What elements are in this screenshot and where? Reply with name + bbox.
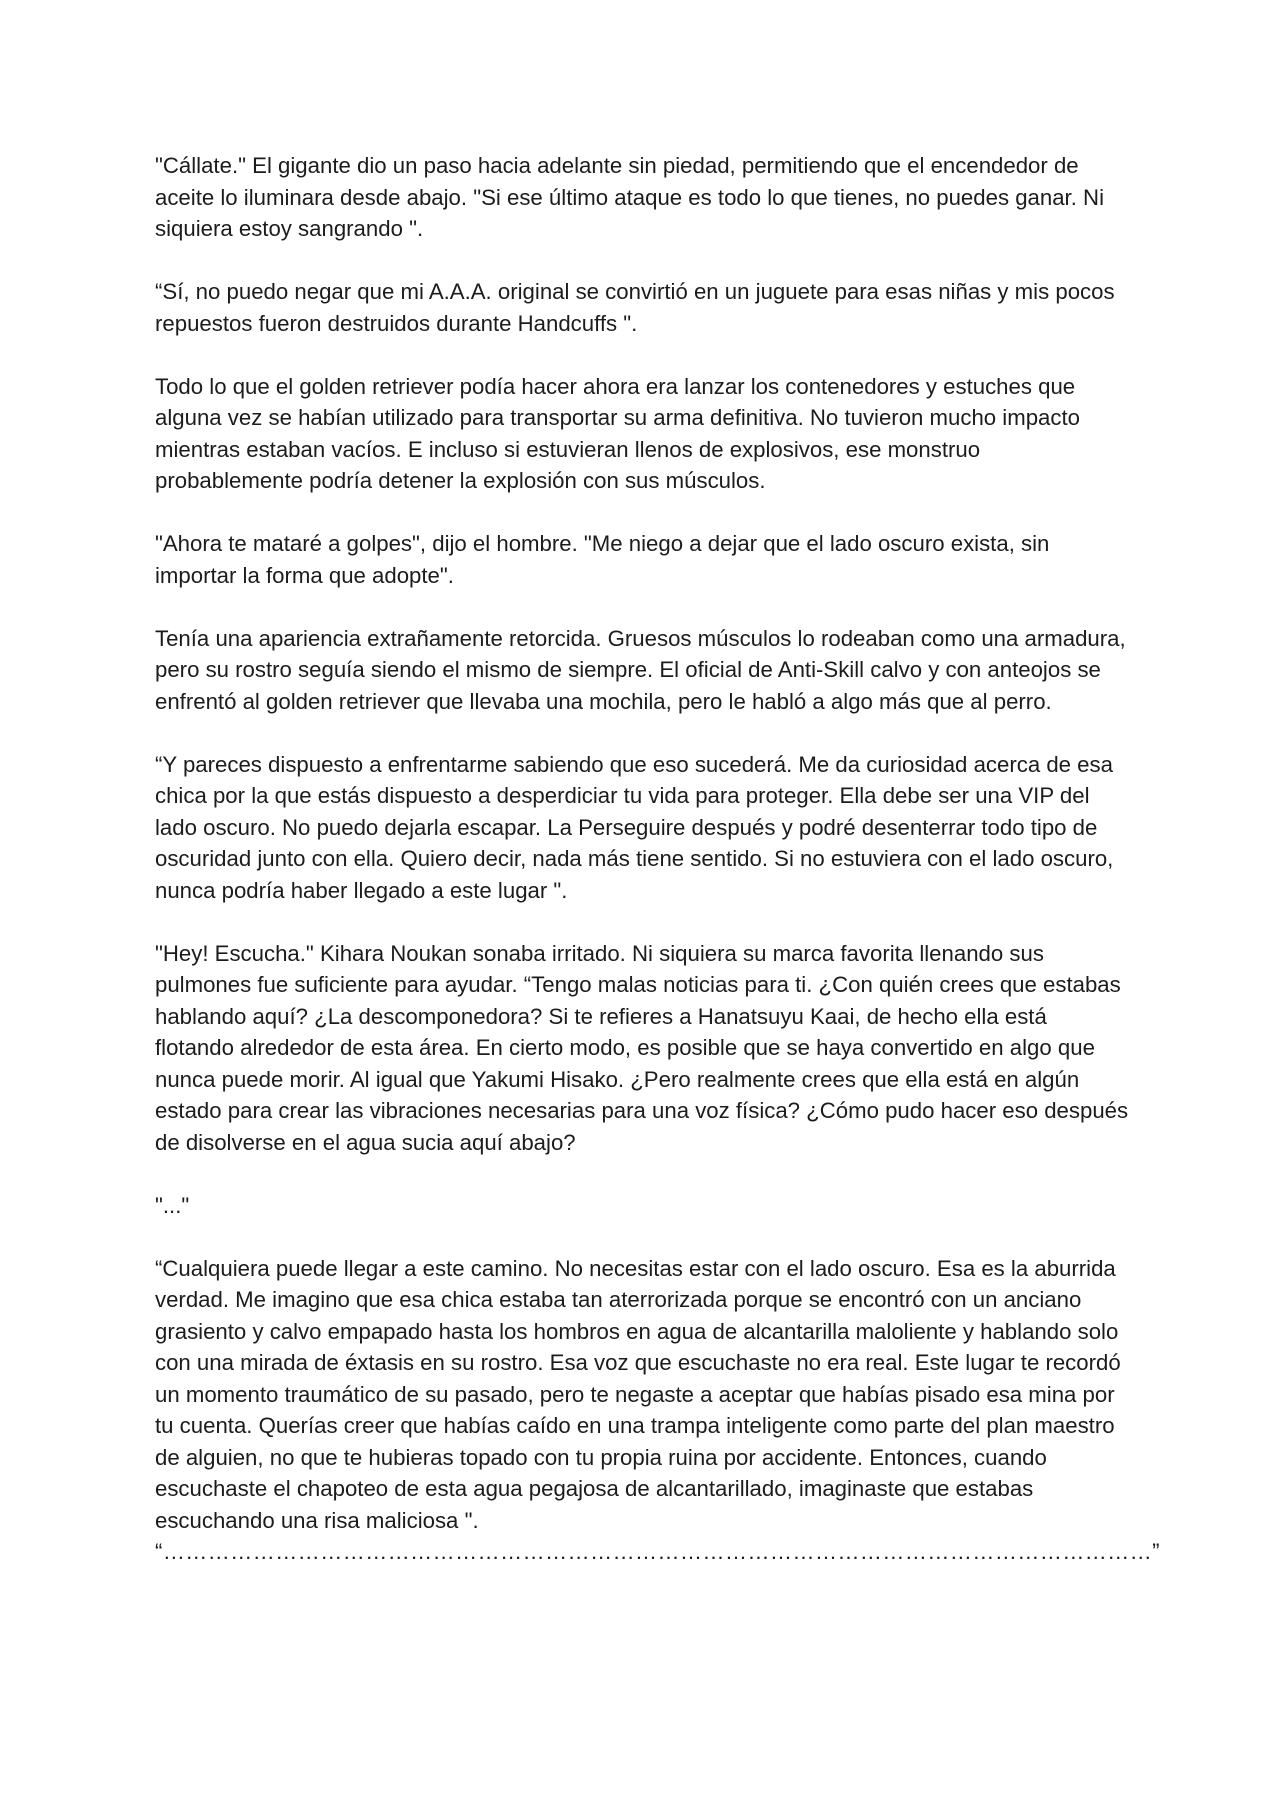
paragraph-5: Tenía una apariencia extrañamente retorcida. Gruesos músculos lo rodeaban como una armadura, pero su rostro seguía siendo el mismo de siempre. El oficial de Anti-Skill calvo y con anteojos se enfrentó al golden retriever que llevaba una mochila, pero le habló a algo más que al perro. — [155, 625, 1126, 714]
paragraph-1: "Cállate." El gigante dio un paso hacia adelante sin piedad, permitiendo que el encendedor de aceite lo iluminara desde abajo. "Si ese último ataque es todo lo que tienes, no puedes ganar. Ni siquiera estoy sangrando ". — [155, 153, 1105, 241]
paragraph-3: Todo lo que el golden retriever podía hacer ahora era lanzar los contenedores y estuches que alguna vez se habían utilizado para transportar su arma definitiva. No tuvieron mucho impacto mientras estaban vacíos. E incluso si estuvieran llenos de explosivos, ese monstruo probablemente podría detener la explosión con sus músculos. — [155, 373, 1080, 493]
paragraph-9: “Cualquiera puede llegar a este camino. No necesitas estar con el lado oscuro. Esa es la aburrida verdad. Me imagino que esa chica estaba tan aterrorizada porque se encontró con un anciano grasiento y calvo empapado hasta los hombros en agua de alcantarilla maloliente y hablando solo con una mirada de éxtasis en su rostro. Esa voz que escuchaste no era real. Este lugar te recordó un momento traumático de su pasado, pero te negaste a aceptar que habías pisado esa mina por tu cuenta. Querías creer que habías caído en una trampa inteligente como parte del plan maestro de alguien, no que te hubieras topado con tu propia ruina por accidente. Entonces, cuando escuchaste el chapoteo de esta agua pegajosa de alcantarillado, imaginaste que estabas escuchando una risa maliciosa ". — [155, 1255, 1121, 1533]
paragraph-4: "Ahora te mataré a golpes", dijo el hombre. "Me niego a dejar que el lado oscuro exista, sin importar la forma que adopte". — [155, 531, 1050, 588]
paragraph-7: "Hey! Escucha." Kihara Noukan sonaba irritado. Ni siquiera su marca favorita llenando sus pulmones fue suficiente para ayudar. “Tengo malas noticias para ti. ¿Con quién crees que estabas hablando aquí? ¿La descomponedora? Si te refieres a Hanatsuyu Kaai, de hecho ella está flotando alrededor de esta área. En cierto modo, es posible que se haya convertido en algo que nunca puede morir. Al igual que Yakumi Hisako. ¿Pero realmente crees que ella está en algún estado para crear las vibraciones necesarias para una voz física? ¿Cómo pudo hacer eso después de disolverse en el agua sucia aquí abajo? — [155, 940, 1129, 1155]
paragraph-8: "..." — [155, 1192, 190, 1218]
paragraph-2: “Sí, no puedo negar que mi A.A.A. original se convirtió en un juguete para esas niñas y mis pocos repuestos fueron destruidos durante Handcuffs ". — [155, 279, 1115, 336]
paragraph-6: “Y pareces dispuesto a enfrentarme sabiendo que eso sucederá. Me da curiosidad acerca de esa chica por la que estás dispuesto a desperdiciar tu vida para proteger. Ella debe ser una VIP del lado oscuro. No puedo dejarla escapar. La Perseguire después y podré desenterrar todo tipo de oscuridad junto con ella. Quiero decir, nada más tiene sentido. Si no estuviera con el lado oscuro, nunca podría haber llegado a este lugar ". — [155, 751, 1114, 903]
ellipsis-line: “……………………………………………………………………………………………………………………” — [155, 1539, 1160, 1564]
document-page — [155, 150, 1160, 1568]
